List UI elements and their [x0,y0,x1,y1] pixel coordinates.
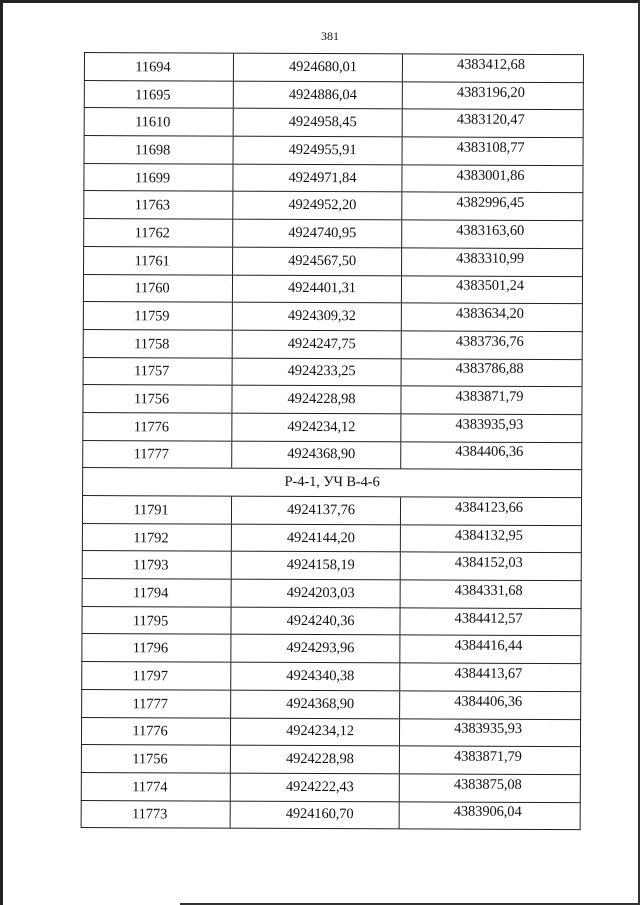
point-number-cell [82,745,231,772]
x-coordinate-text: 4924234,12 [287,418,356,435]
x-coordinate-text: 4924222,43 [285,778,354,795]
x-coordinate-text: 4924228,98 [287,390,356,408]
x-coordinate-text: 4924567,50 [288,252,357,269]
table-row [84,81,584,111]
section-heading: Р-4-1, УЧ В-4-6 [284,474,380,491]
x-coordinate-cell [231,607,400,634]
point-number-text: 11791 [133,502,169,519]
x-coordinate-cell [233,164,402,191]
table-row [83,247,583,277]
section-heading-row [82,468,582,498]
x-coordinate-cell [233,220,402,247]
y-coordinate-text: 4384331,68 [454,582,523,599]
y-coordinate-text: 4383001,86 [456,167,525,184]
x-coordinate-text: 4924952,20 [288,197,357,214]
table-body-upper [82,53,584,470]
point-number-cell [84,275,233,302]
page-number: 381 [321,29,339,43]
point-number-cell [85,81,234,108]
x-coordinate-cell [232,441,401,468]
x-coordinate-text: 4924160,70 [285,806,354,823]
table-row [82,413,582,443]
point-number-cell [82,773,231,800]
x-coordinate-text: 4924971,84 [288,169,357,186]
y-coordinate-cell [400,802,580,829]
point-number-cell [83,579,232,606]
x-coordinate-text: 4924955,91 [288,141,357,159]
y-coordinate-cell [400,691,580,718]
x-coordinate-cell [234,81,403,108]
table-row [81,607,581,637]
y-coordinate-cell [401,553,581,580]
point-number-cell [83,496,232,523]
x-coordinate-text: 4924680,01 [288,58,357,76]
point-number-text: 11761 [134,252,170,270]
table-row [81,773,581,803]
y-coordinate-text: 4383501,24 [455,277,524,295]
table-row [82,385,582,415]
x-coordinate-text: 4924137,76 [287,501,355,519]
x-coordinate-cell [231,663,400,690]
y-coordinate-text: 4384412,57 [454,610,523,627]
y-coordinate-cell [400,747,580,774]
point-number-text: 11776 [133,419,170,436]
y-coordinate-cell [402,165,582,192]
x-coordinate-cell [233,303,402,330]
x-coordinate-text: 4924247,75 [287,335,356,352]
point-number-cell [84,247,233,274]
point-number-cell [84,191,233,218]
y-coordinate-text: 4383196,20 [456,84,525,101]
point-number-cell [84,164,233,191]
point-number-text: 11777 [133,446,169,463]
y-coordinate-text: 4383786,88 [455,361,524,378]
table-row [83,191,583,221]
y-coordinate-text: 4384123,66 [455,499,523,516]
x-coordinate-text: 4924340,38 [286,667,355,685]
y-coordinate-cell [402,359,582,386]
point-number-cell [82,607,231,634]
table-row [83,302,583,332]
y-coordinate-text: 4383120,47 [456,111,525,129]
table-row [84,53,584,83]
point-number-text: 11793 [133,557,169,574]
y-coordinate-cell [401,497,581,524]
y-coordinate-cell [403,137,583,164]
point-number-text: 11792 [133,529,169,546]
x-coordinate-text: 4924228,98 [285,750,354,768]
y-coordinate-cell [401,525,581,552]
point-number-cell [83,441,232,468]
y-coordinate-cell [402,331,582,358]
y-coordinate-cell [403,82,583,109]
point-number-text: 11760 [134,280,170,297]
x-coordinate-cell [234,137,403,164]
y-coordinate-cell [401,414,581,441]
y-coordinate-text: 4383163,60 [456,222,525,239]
x-coordinate-text: 4924309,32 [287,307,356,325]
table-row [81,801,581,831]
point-number-cell [83,413,232,440]
scan-border-left [0,0,3,905]
table-row [83,274,583,304]
x-coordinate-text: 4924368,90 [287,446,356,463]
point-number-cell [83,551,232,578]
x-coordinate-text: 4924401,31 [287,280,356,297]
x-coordinate-cell [231,635,400,662]
y-coordinate-text: 4382996,45 [456,194,525,212]
y-coordinate-text: 4383634,20 [455,305,524,322]
y-coordinate-text: 4384416,44 [454,637,523,655]
point-number-text: 11777 [132,695,168,713]
point-number-cell [85,136,234,163]
scan-border-top [0,0,640,3]
table-body-lower [81,496,582,830]
point-number-cell [85,108,234,135]
table-row [81,634,581,664]
table-row [82,551,582,581]
table-row [82,441,582,471]
y-coordinate-cell [400,664,580,691]
y-coordinate-text: 4383935,93 [454,720,523,738]
y-coordinate-cell [402,276,582,303]
y-coordinate-text: 4383875,08 [453,776,522,793]
point-number-cell [82,801,231,828]
x-coordinate-text: 4924958,45 [288,114,357,131]
point-number-text: 11774 [132,778,168,796]
y-coordinate-text: 4383935,93 [455,416,524,433]
x-coordinate-cell [232,386,401,413]
table-row [82,496,582,526]
point-number-text: 11756 [132,751,168,768]
point-number-cell [84,330,233,357]
y-coordinate-text: 4384413,67 [454,665,523,682]
y-coordinate-cell [400,774,580,801]
table-row [82,524,582,554]
table-row [81,717,581,747]
table-row [81,690,581,720]
y-coordinate-text: 4384152,03 [454,554,523,572]
y-coordinate-text: 4383310,99 [456,250,525,267]
x-coordinate-text: 4924368,90 [286,695,355,712]
y-coordinate-text: 4383412,68 [456,56,525,73]
x-coordinate-text: 4924203,03 [286,584,355,602]
table-row [81,662,581,692]
x-coordinate-cell [231,718,400,745]
point-number-cell [82,717,231,744]
point-number-text: 11756 [133,391,170,408]
x-coordinate-text: 4924233,25 [287,363,356,380]
point-number-text: 11776 [132,723,168,740]
point-number-text: 11795 [132,612,169,629]
x-coordinate-cell [232,524,401,551]
table-row [82,579,582,609]
point-number-cell [83,385,232,412]
point-number-cell [84,219,233,246]
x-coordinate-cell [232,497,401,524]
point-number-cell [84,358,233,385]
x-coordinate-cell [234,109,403,136]
y-coordinate-text: 4384406,36 [455,444,524,461]
table-row [84,136,584,166]
x-coordinate-cell [232,580,401,607]
x-coordinate-cell [233,331,402,358]
point-number-text: 11762 [134,225,170,242]
x-coordinate-cell [233,275,402,302]
table-row [83,219,583,249]
x-coordinate-text: 4924144,20 [286,529,355,546]
y-coordinate-cell [403,110,583,137]
point-number-cell [82,690,231,717]
point-number-text: 11610 [135,114,171,131]
x-coordinate-text: 4924158,19 [286,557,355,574]
y-coordinate-text: 4383871,79 [455,388,524,406]
y-coordinate-text: 4383906,04 [453,804,522,821]
y-coordinate-text: 4383736,76 [455,333,524,350]
table-row [83,330,583,360]
point-number-text: 11797 [132,668,168,685]
table-row [83,164,583,194]
y-coordinate-cell [403,54,583,81]
point-number-text: 11759 [134,308,170,325]
y-coordinate-cell [400,719,580,746]
x-coordinate-cell [234,54,403,81]
x-coordinate-cell [231,746,400,773]
y-coordinate-cell [400,636,580,663]
x-coordinate-cell [232,414,401,441]
point-number-text: 11773 [132,806,168,823]
y-coordinate-cell [402,248,582,275]
x-coordinate-text: 4924293,96 [286,640,355,657]
table-row [81,745,581,775]
table-row [84,108,584,138]
point-number-text: 11695 [135,86,171,103]
x-coordinate-text: 4924740,95 [288,224,357,242]
y-coordinate-text: 4384132,95 [454,527,523,544]
y-coordinate-cell [400,608,580,635]
y-coordinate-text: 4384406,36 [454,693,523,710]
x-coordinate-cell [231,690,400,717]
point-number-cell [83,524,232,551]
x-coordinate-cell [233,247,402,274]
point-number-cell [82,662,231,689]
coordinates-table [81,52,584,830]
table-row [83,358,583,388]
y-coordinate-cell [401,442,581,469]
y-coordinate-cell [401,580,581,607]
y-coordinate-cell [402,193,582,220]
point-number-cell [85,53,234,80]
point-number-text: 11698 [134,142,171,159]
y-coordinate-text: 4383871,79 [453,748,522,765]
point-number-cell [84,302,233,329]
point-number-text: 11763 [134,197,170,214]
point-number-text: 11758 [134,335,170,353]
point-number-text: 11796 [132,640,169,657]
x-coordinate-cell [231,801,400,828]
x-coordinate-text: 4924234,12 [286,723,355,740]
x-coordinate-cell [233,192,402,219]
x-coordinate-cell [233,358,402,385]
y-coordinate-cell [402,304,582,331]
y-coordinate-cell [401,387,581,414]
x-coordinate-text: 4924886,04 [288,86,357,103]
x-coordinate-cell [231,774,400,801]
y-coordinate-text: 4383108,77 [456,139,525,156]
point-number-text: 11757 [133,363,170,380]
point-number-text: 11699 [134,169,171,186]
point-number-text: 11694 [135,59,171,76]
point-number-cell [82,634,231,661]
x-coordinate-cell [232,552,401,579]
x-coordinate-text: 4924240,36 [286,612,355,629]
y-coordinate-cell [402,221,582,248]
point-number-text: 11794 [132,585,169,602]
